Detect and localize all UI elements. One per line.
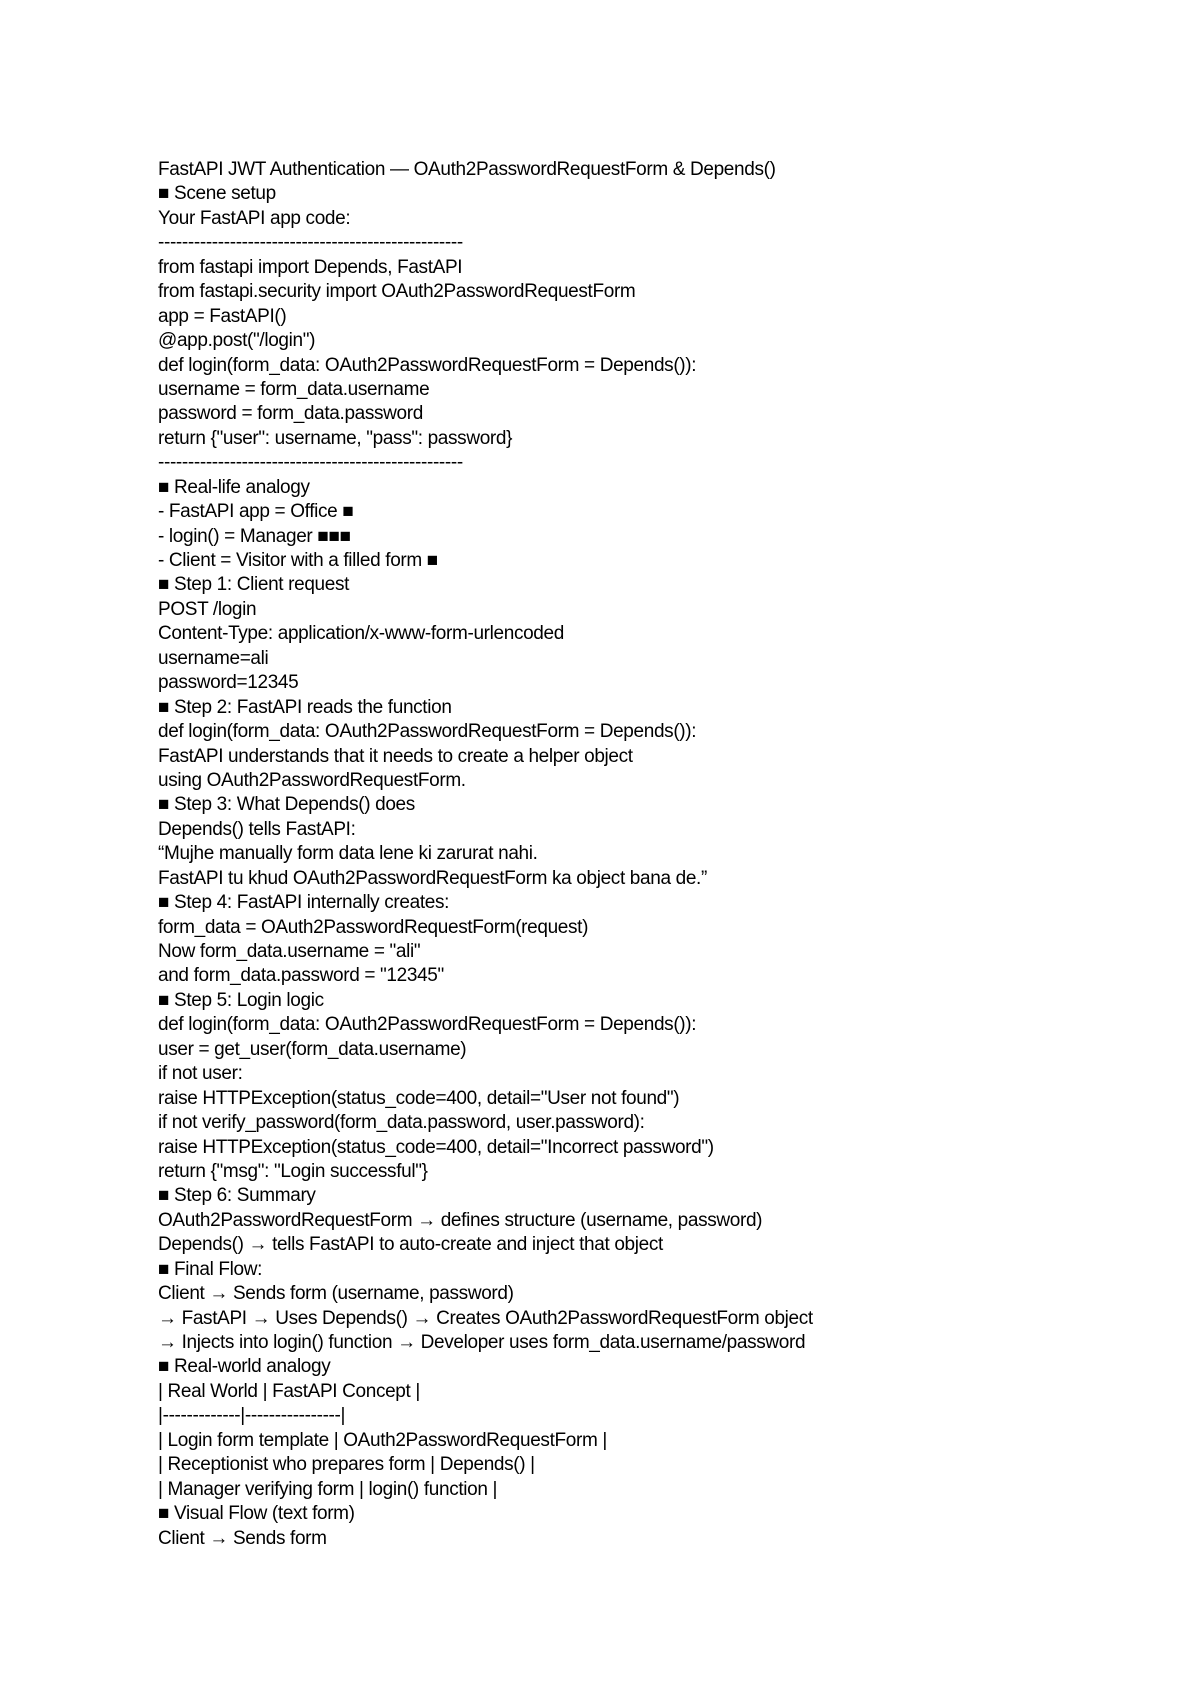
text-line: ■ Real-life analogy — [158, 476, 310, 498]
text-line: ■ Step 6: Summary — [158, 1185, 316, 1207]
text-line: ■ Visual Flow (text form) — [158, 1503, 355, 1525]
text-line: - Client = Visitor with a filled form ■ — [158, 550, 438, 571]
text-line: def login(form_data: OAuth2PasswordRequestForm = Depends()): — [158, 354, 697, 376]
document-body — [158, 158, 1158, 1551]
text-line: Depends() → tells FastAPI to auto-create and inject that object — [158, 1234, 663, 1256]
text-line: - FastAPI app = Office ■ — [158, 501, 354, 523]
text-line: Content-Type: application/x-www-form-urlencoded — [158, 623, 564, 645]
text-line: username=ali — [158, 647, 269, 669]
text-line: password = form_data.password — [158, 403, 423, 425]
text-line: Depends() tells FastAPI: — [158, 818, 356, 840]
text-line: return {"user": username, "pass": password} — [158, 427, 513, 449]
text-line: raise HTTPException(status_code=400, detail="User not found") — [158, 1087, 680, 1109]
text-line: from fastapi.security import OAuth2PasswordRequestForm — [158, 281, 636, 303]
text-line: if not user: — [158, 1063, 243, 1085]
text-line: → FastAPI → Uses Depends() → Creates OAuth2PasswordRequestForm object — [158, 1307, 813, 1329]
text-line: | Receptionist who prepares form | Depends() | — [158, 1454, 535, 1476]
text-line: return {"msg": "Login successful"} — [158, 1160, 428, 1182]
text-line: FastAPI tu khud OAuth2PasswordRequestForm ka object bana de.” — [158, 867, 707, 889]
text-line: Client → Sends form — [158, 1527, 327, 1549]
text-line: | Login form template | OAuth2PasswordRequestForm | — [158, 1429, 607, 1451]
text-line: @app.post("/login") — [158, 330, 316, 352]
text-line: from fastapi import Depends, FastAPI — [158, 256, 463, 278]
text-line: “Mujhe manually form data lene ki zarurat nahi. — [158, 843, 538, 865]
text-line: OAuth2PasswordRequestForm → defines structure (username, password) — [158, 1209, 763, 1231]
text-line: app = FastAPI() — [158, 305, 287, 327]
text-line: user = get_user(form_data.username) — [158, 1038, 467, 1060]
text-line: FastAPI understands that it needs to create a helper object — [158, 745, 633, 767]
text-line: form_data = OAuth2PasswordRequestForm(request) — [158, 916, 589, 938]
text-line: if not verify_password(form_data.password, user.password): — [158, 1112, 645, 1134]
text-line: ■ Step 3: What Depends() does — [158, 794, 415, 816]
text-line: using OAuth2PasswordRequestForm. — [158, 769, 466, 791]
text-line: ■ Step 2: FastAPI reads the function — [158, 696, 452, 718]
text-line: ■ Step 1: Client request — [158, 574, 350, 596]
text-line: def login(form_data: OAuth2PasswordRequestForm = Depends()): — [158, 1014, 697, 1036]
text-line: and form_data.password = "12345" — [158, 965, 444, 987]
text-line: ■ Step 4: FastAPI internally creates: — [158, 892, 450, 914]
text-line: POST /login — [158, 598, 257, 620]
text-line: Your FastAPI app code: — [158, 207, 351, 229]
text-line: --------------------------------------------------- — [158, 232, 463, 254]
text-line: - login() = Manager ■■■ — [158, 525, 351, 547]
text-line: | Real World | FastAPI Concept | — [158, 1380, 420, 1402]
text-line: Now form_data.username = "ali" — [158, 941, 421, 962]
text-line: |-------------|----------------| — [158, 1405, 346, 1427]
text-line: → Injects into login() function → Developer uses form_data.username/password — [158, 1332, 806, 1353]
text-line: | Manager verifying form | login() function | — [158, 1478, 498, 1500]
text-line: password=12345 — [158, 672, 299, 694]
text-line: raise HTTPException(status_code=400, detail="Incorrect password") — [158, 1136, 714, 1158]
text-line: ■ Real-world analogy — [158, 1356, 331, 1378]
text-line: Client → Sends form (username, password) — [158, 1283, 514, 1305]
text-line: ■ Scene setup — [158, 183, 276, 205]
text-line: --------------------------------------------------- — [158, 452, 463, 474]
text-line: FastAPI JWT Authentication — OAuth2PasswordRequestForm & Depends() — [158, 159, 776, 180]
text-line: ■ Step 5: Login logic — [158, 989, 324, 1011]
text-line: def login(form_data: OAuth2PasswordRequestForm = Depends()): — [158, 721, 697, 743]
text-line: ■ Final Flow: — [158, 1258, 263, 1280]
text-line: username = form_data.username — [158, 378, 430, 400]
